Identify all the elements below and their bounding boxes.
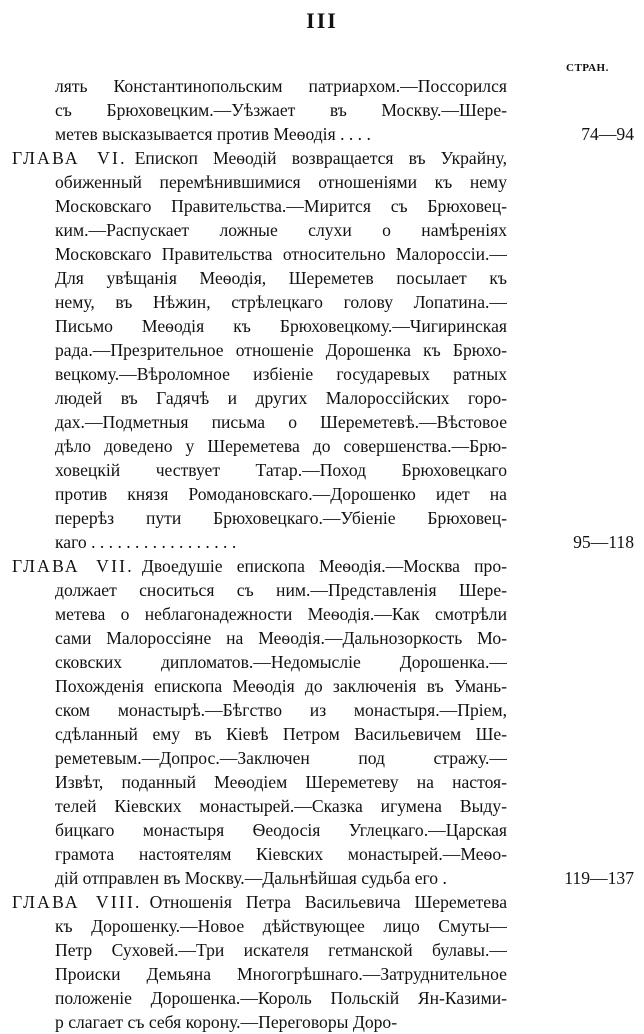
toc-line: Московскаго Правительства.—Мирится съ Брюховец- — [55, 196, 507, 216]
page-range: 74—94 — [581, 124, 634, 144]
toc-line: обиженный перемѣнившимися отношеніями къ нему — [55, 172, 507, 192]
toc-line: перерѣз пути Брюховецкаго.—Убіеніе Брюховец- — [55, 508, 507, 528]
toc-line: Московскаго Правительства относительно Малороссіи.— — [55, 244, 507, 264]
toc-line: метев высказывается против Меѳодія . . . . — [55, 124, 371, 144]
toc-line: сдѣланный ему въ Кіевѣ Петром Васильевичем Ше- — [55, 724, 507, 744]
toc-line: рада.—Презрительное отношеніе Дорошенка къ Брюхо- — [55, 340, 507, 360]
chapter-label: ГЛАВА VII. — [12, 556, 134, 576]
toc-line: нему, въ Нѣжин, стрѣлецкаго голову Лопатина.— — [55, 292, 507, 312]
page-column-header: СТРАН. — [566, 62, 609, 74]
chapter-label: ГЛАВА VI. — [12, 148, 127, 168]
toc-line: дій отправлен въ Москву.—Дальнѣйшая судьба его . — [55, 868, 447, 888]
toc-line: бицкаго монастыря Ѳеодосія Углецкаго.—Царская — [55, 820, 507, 840]
toc-line — [12, 890, 507, 914]
toc-line: людей въ Гадячѣ и других Малороссійских горо- — [55, 388, 507, 408]
toc-line-text: Двоедушіе епископа Меѳодія.—Москва про- — [141, 556, 507, 576]
toc-line — [12, 146, 507, 170]
toc-line — [12, 554, 507, 578]
chapter-label: ГЛАВА VIII. — [12, 892, 142, 912]
table-of-contents — [12, 74, 634, 1034]
toc-line: съ Брюховецким.—Уѣзжает въ Москву.—Шере- — [55, 100, 507, 120]
toc-line: Происки Демьяна Многогрѣшнаго.—Затруднительное — [55, 964, 507, 984]
toc-entry — [12, 74, 634, 146]
toc-line-text: Епископ Меѳодій возвращается въ Украйну, — [134, 148, 507, 168]
page-range: 119—137 — [564, 868, 634, 888]
toc-line: сковских дипломатов.—Недомысліе Дорошенка.— — [55, 652, 507, 672]
toc-line: грамота настоятелям Кіевских монастырей.—Меѳо- — [55, 844, 507, 864]
toc-line: Петр Суховей.—Три искателя гетманской булавы.— — [55, 940, 507, 960]
toc-line: телей Кіевских монастырей.—Сказка игумена Выду- — [55, 796, 507, 816]
toc-line: Похожденія епископа Меѳодія до заключенія въ Умань- — [55, 676, 507, 696]
toc-line: метева о неблагонадежности Меѳодія.—Как смотрѣли — [55, 604, 507, 624]
toc-line: Для увѣщанія Меѳодія, Шереметев посылает къ — [55, 268, 507, 288]
toc-line: Извѣт, поданный Меѳодіем Шереметеву на настоя- — [55, 772, 507, 792]
page-number: III — [306, 8, 338, 33]
toc-line: ким.—Распускает ложные слухи о намѣреніях — [55, 220, 507, 240]
chapter-entry — [12, 554, 634, 890]
toc-line: къ Дорошенку.—Новое дѣйствующее лицо Смуты— — [55, 916, 507, 936]
toc-line: лять Константинопольским патриархом.—Поссорился — [55, 76, 507, 96]
toc-line: р слагает съ себя корону.—Переговоры Доро- — [55, 1012, 398, 1032]
toc-line: вецкому.—Вѣроломное избіеніе государевых ратных — [55, 364, 507, 384]
toc-line: каго . . . . . . . . . . . . . . . . . — [55, 532, 237, 552]
page-range: 95—118 — [573, 532, 634, 552]
toc-line: дах.—Подметныя письма о Шереметевѣ.—Вѣстовое — [55, 412, 507, 432]
toc-line: должает сноситься съ ним.—Представленія Шере- — [55, 580, 507, 600]
toc-line-text: Отношенія Петра Васильевича Шереметева — [149, 892, 507, 912]
toc-line: Письмо Меѳодія къ Брюховецкому.—Чигиринская — [55, 316, 507, 336]
chapter-entry — [12, 890, 634, 1034]
toc-line: реметевым.—Допрос.—Заключен под стражу.— — [55, 748, 507, 768]
chapter-entry — [12, 146, 634, 554]
toc-line: против князя Ромодановскаго.—Дорошенко идет на — [55, 484, 507, 504]
toc-line: положеніе Дорошенка.—Король Польскій Ян-Казими- — [55, 988, 507, 1008]
toc-line: ском монастырѣ.—Бѣгство из монастыря.—Пріем, — [55, 700, 507, 720]
toc-line: дѣло доведено у Шереметева до совершенства.—Брю- — [55, 436, 507, 456]
toc-line: сами Малороссіяне на Меѳодія.—Дальнозоркость Мо- — [55, 628, 507, 648]
toc-line: ховецкій чествует Татар.—Поход Брюховецкаго — [55, 460, 507, 480]
